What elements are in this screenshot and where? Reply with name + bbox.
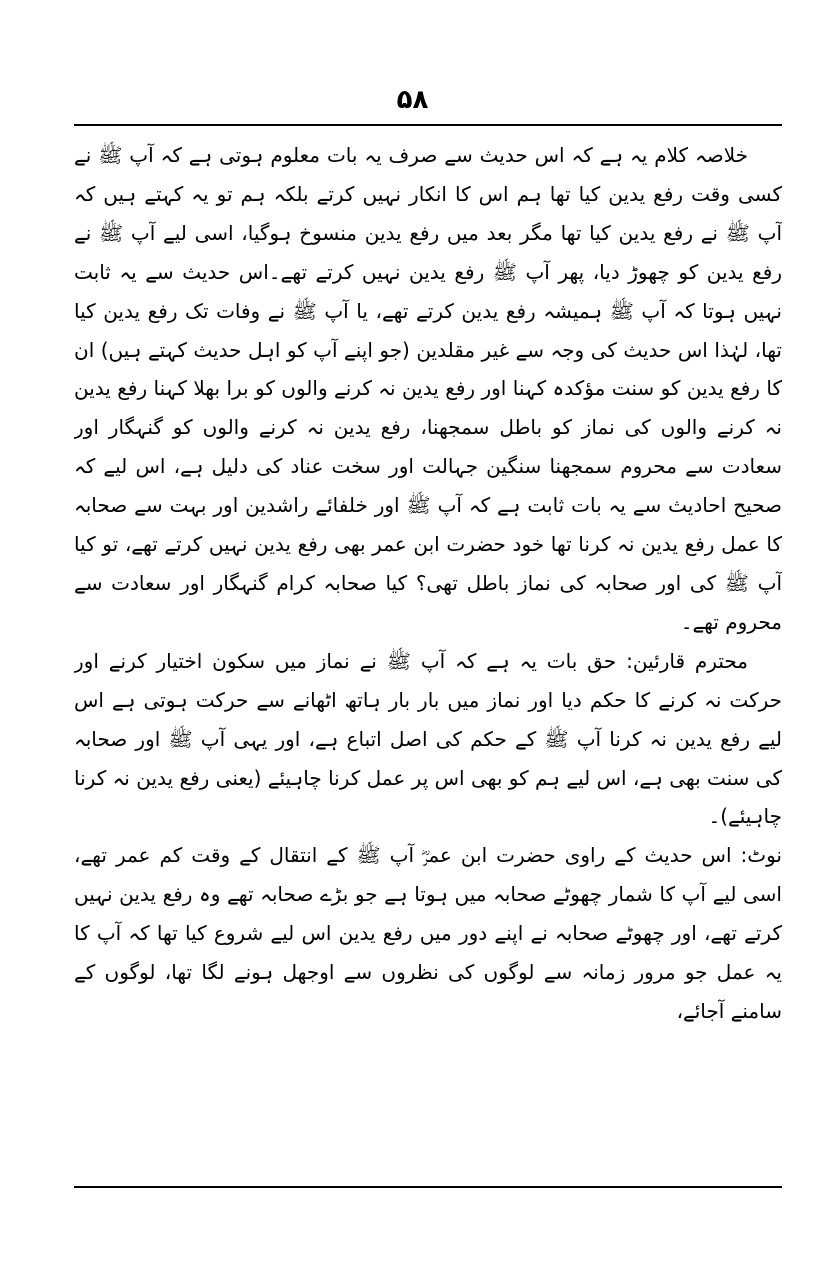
bottom-rule — [74, 1186, 782, 1188]
paragraph-summary: خلاصہ کلام یہ ہے کہ اس حدیث سے صرف یہ بات معلوم ہوتی ہے کہ آپ ﷺ نے کسی وقت رفع یدین کیا تھا ہم اس کا انکار نہیں کرتے بلکہ ہم تو یہ کہتے ہیں کہ آپ ﷺ نے رفع یدین کیا تھا مگر بعد میں رفع یدین منسوخ ہوگیا، اسی لیے آپ ﷺ نے رفع یدین کو چھوڑ دیا، پھر آپ ﷺ رفع یدین نہیں کرتے تھے۔اس حدیث سے یہ ثابت نہیں ہوتا کہ آپ ﷺ ہمیشہ رفع یدین کرتے تھے، یا آپ ﷺ نے وفات تک رفع یدین کیا تھا، لہٰذا اس حدیث کی وجہ سے غیر مقلدین (جو اپنے آپ کو اہل حدیث کہتے ہیں) ان کا رفع یدین کو سنت مؤکدہ کہنا اور رفع یدین نہ کرنے والوں کو برا بھلا کہنا رفع یدین نہ کرنے والوں کی نماز کو باطل سمجھنا، رفع یدین نہ کرنے والوں کو گنہگار اور سعادت سے محروم سمجھنا سنگین جہالت اور سخت عناد کی دلیل ہے، اس لیے کہ صحیح احادیث سے یہ بات ثابت ہے کہ آپ ﷺ اور خلفائے راشدین اور بہت سے صحابہ کا عمل رفع یدین نہ کرنا تھا خود حضرت ابن عمر بھی رفع یدین نہیں کرتے تھے، تو کیا آپ ﷺ کی اور صحابہ کی نماز باطل تھی؟ کیا صحابہ کرام گنہگار اور سعادت سے محروم تھے۔ — [74, 143, 782, 634]
top-rule — [74, 124, 782, 126]
page-number: ۵۸ — [396, 85, 429, 115]
page-content — [74, 136, 782, 1176]
paragraph-readers: محترم قارئین: حق بات یہ ہے کہ آپ ﷺ نے نماز میں سکون اختیار کرنے اور حرکت نہ کرنے کا حکم دیا اور نماز میں بار بار ہاتھ اٹھانے سے حرکت ہوتی ہے اس لیے رفع یدین نہ کرنا آپ ﷺ کے حکم کی اصل اتباع ہے، اور یہی آپ ﷺ اور صحابہ کی سنت بھی ہے، اس لیے ہم کو بھی اس پر عمل کرنا چاہیئے (یعنی رفع یدین نہ کرنا چاہیئے)۔ — [74, 648, 782, 829]
paragraph-note: نوٹ: اس حدیث کے راوی حضرت ابن عمرؓ آپ ﷺ کے انتقال کے وقت کم عمر تھے، اسی لیے آپ کا شمار چھوٹے صحابہ میں ہوتا ہے جو بڑے صحابہ تھے وہ رفع یدین نہیں کرتے تھے، اور چھوٹے صحابہ نے اپنے دور میں رفع یدین اس لیے شروع کیا تھا کہ آپ کا یہ عمل جو مرور زمانہ سے لوگوں کی نظروں سے اوجھل ہونے لگا تھا، لوگوں کے سامنے آجائے، — [74, 843, 782, 1023]
